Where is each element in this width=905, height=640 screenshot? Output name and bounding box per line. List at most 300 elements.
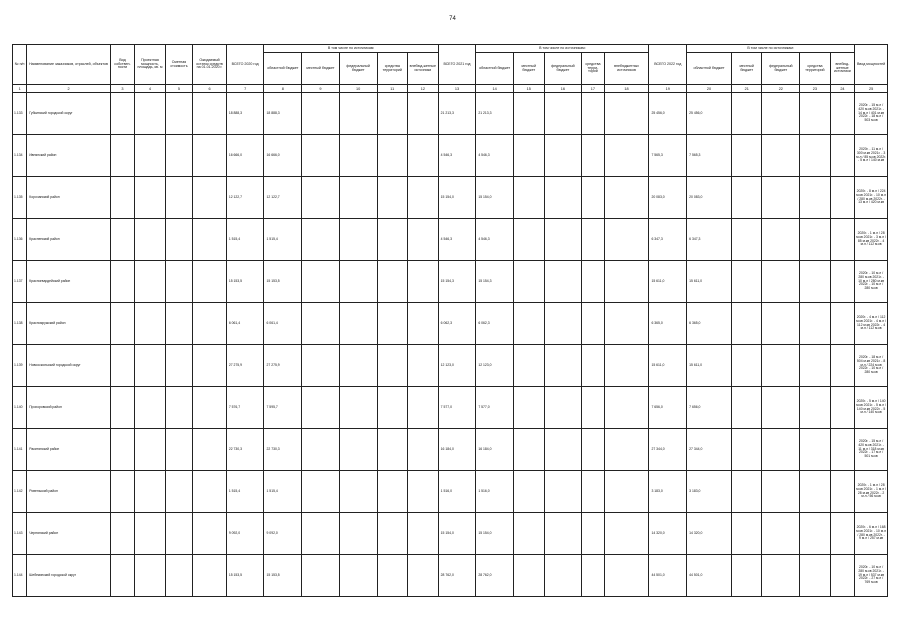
row-index: 1.142	[13, 471, 27, 513]
cell-local-2021	[513, 429, 544, 471]
cell-total-2021: 16 184,0	[438, 429, 476, 471]
cell-local-2020	[302, 177, 340, 219]
cell-federal-2021	[544, 93, 582, 135]
cell-federal-2020	[339, 345, 377, 387]
cell-federal-2022	[762, 387, 800, 429]
cell-federal-2021	[544, 429, 582, 471]
cell-total-2022: 3 183,0	[649, 471, 687, 513]
cell-federal-2022	[762, 471, 800, 513]
cell-extrabudget-2020	[408, 555, 439, 597]
cell-volume: 2020г. - 10 м.л / 280 м.кв 2021г. - 10 м.л / 280 м.кв 2022г. - 10 м.л / 280 м.кв	[855, 261, 888, 303]
cell-power	[135, 135, 166, 177]
cell-total-2022: 25 456,0	[649, 93, 687, 135]
column-number: 20	[687, 85, 732, 93]
cell-total-2022: 15 611,0	[649, 345, 687, 387]
cell-remains	[193, 471, 227, 513]
cell-estimate	[165, 219, 192, 261]
cell-regional-2021: 15 154,0	[476, 513, 514, 555]
cell-power	[135, 471, 166, 513]
cell-territory-2020	[377, 429, 408, 471]
column-number: 3	[110, 85, 134, 93]
cell-territory-2020	[377, 513, 408, 555]
cell-total-2022: 7 656,0	[649, 387, 687, 429]
cell-type	[110, 219, 134, 261]
cell-local-2022	[731, 303, 762, 345]
cell-regional-2020: 16 666,0	[264, 135, 302, 177]
cell-power	[135, 345, 166, 387]
cell-volume: 2020г. - 8 м.л / 224 м.кв 2021г. - 10 м.л / 280 м.кв 2022г. - 13 м.л / 420 м.кв	[855, 177, 888, 219]
cell-territory-2022	[800, 471, 831, 513]
cell-extrabudget-2022	[830, 345, 854, 387]
cell-total-2022: 7 565,3	[649, 135, 687, 177]
header-local-2022: местный бюджет	[731, 53, 762, 85]
cell-extrabudget-2022	[830, 513, 854, 555]
cell-territory-2022	[800, 177, 831, 219]
cell-regional-2022: 7 565,3	[687, 135, 732, 177]
cell-territory-2022	[800, 345, 831, 387]
cell-federal-2022	[762, 219, 800, 261]
cell-territory-2021	[582, 555, 604, 597]
table-row	[13, 177, 888, 219]
cell-regional-2021: 1 516,0	[476, 471, 514, 513]
cell-territory-2021	[582, 303, 604, 345]
cell-extrabudget-2021	[604, 261, 649, 303]
column-number: 15	[513, 85, 544, 93]
cell-local-2020	[302, 93, 340, 135]
cell-total-2020: 27 275,9	[226, 345, 264, 387]
cell-power	[135, 387, 166, 429]
cell-extrabudget-2020	[408, 345, 439, 387]
table-body	[13, 93, 888, 597]
cell-regional-2021: 15 154,3	[476, 261, 514, 303]
cell-type	[110, 513, 134, 555]
cell-type	[110, 555, 134, 597]
cell-extrabudget-2021	[604, 303, 649, 345]
cell-territory-2021	[582, 513, 604, 555]
cell-extrabudget-2022	[830, 219, 854, 261]
cell-total-2020: 15 153,5	[226, 261, 264, 303]
cell-regional-2021: 15 154,0	[476, 177, 514, 219]
header-sources-2022: В том числе по источникам:	[687, 45, 855, 53]
column-number: 10	[339, 85, 377, 93]
cell-territory-2022	[800, 303, 831, 345]
cell-remains	[193, 219, 227, 261]
cell-extrabudget-2022	[830, 303, 854, 345]
cell-total-2022: 27 344,0	[649, 429, 687, 471]
header-total-2022: ВСЕГО 2022 год	[649, 45, 687, 85]
cell-type	[110, 387, 134, 429]
row-index: 1.143	[13, 513, 27, 555]
row-name: Губкинский городской округ	[27, 93, 111, 135]
table-row	[13, 387, 888, 429]
cell-territory-2020	[377, 471, 408, 513]
cell-regional-2021: 4 546,3	[476, 135, 514, 177]
header-estimate: Сметная стоимость	[165, 45, 192, 85]
cell-regional-2020: 18 888,3	[264, 93, 302, 135]
cell-territory-2020	[377, 93, 408, 135]
table-row	[13, 429, 888, 471]
cell-extrabudget-2020	[408, 261, 439, 303]
cell-estimate	[165, 261, 192, 303]
cell-estimate	[165, 93, 192, 135]
row-index: 1.141	[13, 429, 27, 471]
table-row	[13, 261, 888, 303]
column-number: 11	[377, 85, 408, 93]
cell-federal-2022	[762, 177, 800, 219]
column-number: 2	[27, 85, 111, 93]
cell-territory-2020	[377, 555, 408, 597]
cell-local-2022	[731, 345, 762, 387]
column-number: 13	[438, 85, 476, 93]
cell-local-2020	[302, 135, 340, 177]
cell-extrabudget-2022	[830, 471, 854, 513]
cell-total-2021: 1 516,0	[438, 471, 476, 513]
header-extrabudget-2022: внебюд-жетные источники	[830, 53, 854, 85]
cell-remains	[193, 135, 227, 177]
cell-extrabudget-2021	[604, 219, 649, 261]
cell-regional-2020: 1 515,4	[264, 219, 302, 261]
row-name: Прохоровский район	[27, 387, 111, 429]
cell-type	[110, 345, 134, 387]
cell-extrabudget-2020	[408, 303, 439, 345]
cell-type	[110, 471, 134, 513]
header-extrabudget-2021: внебюджетных источников	[604, 53, 649, 85]
cell-federal-2020	[339, 555, 377, 597]
cell-extrabudget-2021	[604, 429, 649, 471]
cell-extrabudget-2022	[830, 177, 854, 219]
cell-regional-2022: 15 611,0	[687, 261, 732, 303]
cell-extrabudget-2020	[408, 513, 439, 555]
header-sources-2020: В том числе по источникам:	[264, 45, 438, 53]
row-name: Ракитянский район	[27, 429, 111, 471]
header-type: Вид собствен-ности	[110, 45, 134, 85]
cell-remains	[193, 303, 227, 345]
cell-extrabudget-2022	[830, 387, 854, 429]
cell-federal-2020	[339, 93, 377, 135]
table-row	[13, 135, 888, 177]
cell-territory-2022	[800, 93, 831, 135]
cell-total-2022: 14 320,0	[649, 513, 687, 555]
cell-territory-2022	[800, 219, 831, 261]
row-index: 1.133	[13, 93, 27, 135]
header-total-2020: ВСЕГО 2020 год	[226, 45, 264, 85]
row-index: 1.137	[13, 261, 27, 303]
cell-federal-2020	[339, 303, 377, 345]
row-name: Красногвардейский район	[27, 261, 111, 303]
cell-federal-2021	[544, 261, 582, 303]
investment-table	[12, 44, 888, 597]
cell-power	[135, 177, 166, 219]
cell-volume: 2020г. - 18 м.л / 504 м.кв 2021г. - 8 м.л / 224 м.кв 2022г. - 10 м.л / 280 м.кв	[855, 345, 888, 387]
cell-volume: 2020г. - 1 м.л / 28 м.кв 2021г. - 3 м.л / 85 м.кв 2022г. - 4 м.л / 112 м.кв	[855, 219, 888, 261]
cell-total-2021: 4 546,3	[438, 135, 476, 177]
row-name: Корочанский район	[27, 177, 111, 219]
cell-total-2022: 44 501,0	[649, 555, 687, 597]
column-number: 1	[13, 85, 27, 93]
cell-territory-2020	[377, 219, 408, 261]
table-row	[13, 303, 888, 345]
cell-territory-2021	[582, 93, 604, 135]
header-territory-2021: средства терри-торий	[582, 53, 604, 85]
cell-local-2020	[302, 219, 340, 261]
cell-territory-2021	[582, 387, 604, 429]
cell-type	[110, 261, 134, 303]
cell-regional-2021: 7 577,0	[476, 387, 514, 429]
cell-regional-2022: 6 347,3	[687, 219, 732, 261]
cell-regional-2022: 20 083,0	[687, 177, 732, 219]
row-index: 1.139	[13, 345, 27, 387]
cell-estimate	[165, 177, 192, 219]
cell-total-2020: 16 666,0	[226, 135, 264, 177]
cell-volume: 2020г. - 15 м.л / 420 м.кв 2021г. - 11 м.л / 318 м.кв 2022г. - 17 м.л / 501 м.кв	[855, 429, 888, 471]
cell-regional-2020: 15 153,5	[264, 555, 302, 597]
cell-federal-2022	[762, 303, 800, 345]
cell-volume: 2020г. - 11 м.л / 300 м.кв 2021г. - 3 м.л / 85 м.кв 2022г. - 5 м.л / 140 м.кв	[855, 135, 888, 177]
cell-volume: 2020г. - 10 м.л / 280 м.кв 2021г. - 19 м.л / 537 м.кв 2022г. - 27 м.л / 769 м.кв	[855, 555, 888, 597]
cell-total-2020: 7 576,7	[226, 387, 264, 429]
cell-total-2021: 21 213,3	[438, 93, 476, 135]
cell-federal-2022	[762, 135, 800, 177]
cell-remains	[193, 345, 227, 387]
cell-territory-2020	[377, 177, 408, 219]
row-index: 1.134	[13, 135, 27, 177]
cell-total-2021: 15 154,3	[438, 261, 476, 303]
cell-power	[135, 429, 166, 471]
cell-extrabudget-2020	[408, 387, 439, 429]
cell-local-2022	[731, 471, 762, 513]
cell-remains	[193, 513, 227, 555]
cell-extrabudget-2020	[408, 135, 439, 177]
cell-volume: 2020г. - 5 м.л / 140 м.кв 2021г. - 5 м.л / 140 м.кв 2022г. - 5 м.л / 140 м.кв	[855, 387, 888, 429]
cell-regional-2022: 6 365,0	[687, 303, 732, 345]
header-federal-2021: федеральный бюджет	[544, 53, 582, 85]
cell-local-2020	[302, 513, 340, 555]
cell-territory-2022	[800, 261, 831, 303]
cell-territory-2020	[377, 345, 408, 387]
table-row	[13, 555, 888, 597]
cell-federal-2021	[544, 513, 582, 555]
cell-volume: 2020г. - 6 м.л / 168 м.кв 2021г. - 10 м.л / 280 м.кв 2022г. - 9 м.л / 257 м.кв	[855, 513, 888, 555]
cell-local-2021	[513, 219, 544, 261]
header-extrabudget-2020: внебюд-жетные источники	[408, 53, 439, 85]
row-name: Красненский район	[27, 219, 111, 261]
cell-extrabudget-2022	[830, 261, 854, 303]
row-name: Ивнянский район	[27, 135, 111, 177]
cell-power	[135, 219, 166, 261]
cell-territory-2020	[377, 303, 408, 345]
column-number: 24	[830, 85, 854, 93]
cell-estimate	[165, 387, 192, 429]
cell-regional-2022: 14 320,0	[687, 513, 732, 555]
cell-territory-2020	[377, 135, 408, 177]
row-name: Краснояружский район	[27, 303, 111, 345]
column-numbers-row	[13, 85, 888, 93]
cell-local-2021	[513, 471, 544, 513]
cell-local-2021	[513, 303, 544, 345]
cell-type	[110, 177, 134, 219]
cell-territory-2022	[800, 513, 831, 555]
cell-local-2022	[731, 555, 762, 597]
cell-remains	[193, 177, 227, 219]
header-local-2020: местный бюджет	[302, 53, 340, 85]
header-volume: Ввод мощностей	[855, 45, 888, 85]
cell-total-2022: 20 083,0	[649, 177, 687, 219]
cell-total-2020: 9 092,0	[226, 513, 264, 555]
cell-territory-2021	[582, 429, 604, 471]
cell-local-2020	[302, 429, 340, 471]
cell-total-2021: 7 577,0	[438, 387, 476, 429]
column-number: 8	[264, 85, 302, 93]
cell-remains	[193, 93, 227, 135]
header-territory-2022: средства территорий	[800, 53, 831, 85]
cell-federal-2021	[544, 177, 582, 219]
cell-volume: 2020г. - 15 м.л / 420 м.кв 2021г. - 14 м.л / 401 м.кв 2022г. - 18 м.л / 503 м.кв	[855, 93, 888, 135]
column-number: 22	[762, 85, 800, 93]
header-total-2021: ВСЕГО 2021 год	[438, 45, 476, 85]
header-remains: Ожидаемый остаток средств на 01.01.2020 г.	[193, 45, 227, 85]
cell-regional-2022: 25 456,0	[687, 93, 732, 135]
column-number: 12	[408, 85, 439, 93]
cell-estimate	[165, 429, 192, 471]
cell-total-2022: 6 365,0	[649, 303, 687, 345]
cell-regional-2020: 12 122,7	[264, 177, 302, 219]
cell-extrabudget-2021	[604, 555, 649, 597]
cell-extrabudget-2020	[408, 93, 439, 135]
row-name: Чернянский район	[27, 513, 111, 555]
cell-estimate	[165, 345, 192, 387]
row-index: 1.140	[13, 387, 27, 429]
cell-extrabudget-2022	[830, 555, 854, 597]
cell-power	[135, 513, 166, 555]
column-number-row	[13, 85, 888, 93]
header-regional-2022: областной бюджет	[687, 53, 732, 85]
cell-estimate	[165, 555, 192, 597]
cell-territory-2021	[582, 219, 604, 261]
cell-local-2020	[302, 387, 340, 429]
cell-federal-2021	[544, 471, 582, 513]
cell-federal-2022	[762, 513, 800, 555]
header-local-2021: местный бюджет	[513, 53, 544, 85]
cell-federal-2021	[544, 345, 582, 387]
cell-type	[110, 429, 134, 471]
cell-remains	[193, 387, 227, 429]
cell-total-2020: 1 515,4	[226, 219, 264, 261]
cell-total-2022: 6 347,3	[649, 219, 687, 261]
cell-local-2022	[731, 387, 762, 429]
cell-volume: 2020г. - 1 м.л / 28 м.кв 2021г. - 1 м.л / 28 м.кв 2022г. - 2 м.л / 56 м.кв	[855, 471, 888, 513]
cell-regional-2020: 22 730,3	[264, 429, 302, 471]
cell-type	[110, 303, 134, 345]
cell-federal-2022	[762, 429, 800, 471]
column-number: 4	[135, 85, 166, 93]
table-row	[13, 345, 888, 387]
cell-territory-2020	[377, 261, 408, 303]
column-number: 25	[855, 85, 888, 93]
cell-federal-2022	[762, 345, 800, 387]
cell-regional-2022: 44 501,0	[687, 555, 732, 597]
column-number: 21	[731, 85, 762, 93]
cell-power	[135, 93, 166, 135]
cell-estimate	[165, 513, 192, 555]
cell-total-2020: 22 730,3	[226, 429, 264, 471]
cell-local-2022	[731, 513, 762, 555]
cell-local-2021	[513, 93, 544, 135]
cell-territory-2022	[800, 135, 831, 177]
cell-total-2021: 28 762,0	[438, 555, 476, 597]
cell-federal-2022	[762, 555, 800, 597]
column-number: 18	[604, 85, 649, 93]
cell-total-2022: 15 611,0	[649, 261, 687, 303]
cell-territory-2021	[582, 135, 604, 177]
cell-power	[135, 261, 166, 303]
cell-regional-2021: 6 062,3	[476, 303, 514, 345]
column-number: 14	[476, 85, 514, 93]
cell-extrabudget-2021	[604, 135, 649, 177]
cell-federal-2020	[339, 387, 377, 429]
cell-federal-2021	[544, 135, 582, 177]
cell-extrabudget-2020	[408, 471, 439, 513]
row-index: 1.144	[13, 555, 27, 597]
cell-territory-2021	[582, 261, 604, 303]
cell-local-2021	[513, 555, 544, 597]
cell-local-2022	[731, 177, 762, 219]
cell-territory-2022	[800, 387, 831, 429]
cell-federal-2021	[544, 219, 582, 261]
table-row	[13, 219, 888, 261]
cell-regional-2020: 9 092,0	[264, 513, 302, 555]
column-number: 16	[544, 85, 582, 93]
column-number: 19	[649, 85, 687, 93]
cell-federal-2020	[339, 513, 377, 555]
cell-federal-2020	[339, 219, 377, 261]
cell-volume: 2020г. - 4 м.л / 112 м.кв 2021г. - 4 м.л / 112 м.кв 2022г. - 4 м.л / 112 м.кв	[855, 303, 888, 345]
cell-federal-2021	[544, 387, 582, 429]
cell-extrabudget-2022	[830, 93, 854, 135]
cell-total-2020: 12 122,7	[226, 177, 264, 219]
row-index: 1.138	[13, 303, 27, 345]
cell-regional-2020: 15 153,5	[264, 261, 302, 303]
cell-power	[135, 303, 166, 345]
cell-local-2020	[302, 261, 340, 303]
cell-extrabudget-2022	[830, 429, 854, 471]
cell-regional-2020: 27 275,9	[264, 345, 302, 387]
row-name: Ровеньский район	[27, 471, 111, 513]
cell-type	[110, 135, 134, 177]
cell-federal-2020	[339, 471, 377, 513]
cell-total-2020: 15 153,5	[226, 555, 264, 597]
cell-federal-2022	[762, 261, 800, 303]
cell-total-2020: 18 888,3	[226, 93, 264, 135]
cell-total-2020: 6 061,4	[226, 303, 264, 345]
cell-local-2022	[731, 93, 762, 135]
cell-local-2022	[731, 429, 762, 471]
header-idx: № п/п	[13, 45, 27, 85]
cell-local-2021	[513, 261, 544, 303]
cell-local-2022	[731, 135, 762, 177]
cell-regional-2021: 4 546,3	[476, 219, 514, 261]
cell-estimate	[165, 135, 192, 177]
cell-local-2022	[731, 219, 762, 261]
cell-federal-2020	[339, 261, 377, 303]
cell-local-2021	[513, 387, 544, 429]
cell-federal-2020	[339, 429, 377, 471]
cell-territory-2021	[582, 177, 604, 219]
cell-regional-2022: 15 611,0	[687, 345, 732, 387]
header-territory-2020: средства территорий	[377, 53, 408, 85]
cell-extrabudget-2020	[408, 177, 439, 219]
cell-territory-2022	[800, 429, 831, 471]
cell-remains	[193, 261, 227, 303]
